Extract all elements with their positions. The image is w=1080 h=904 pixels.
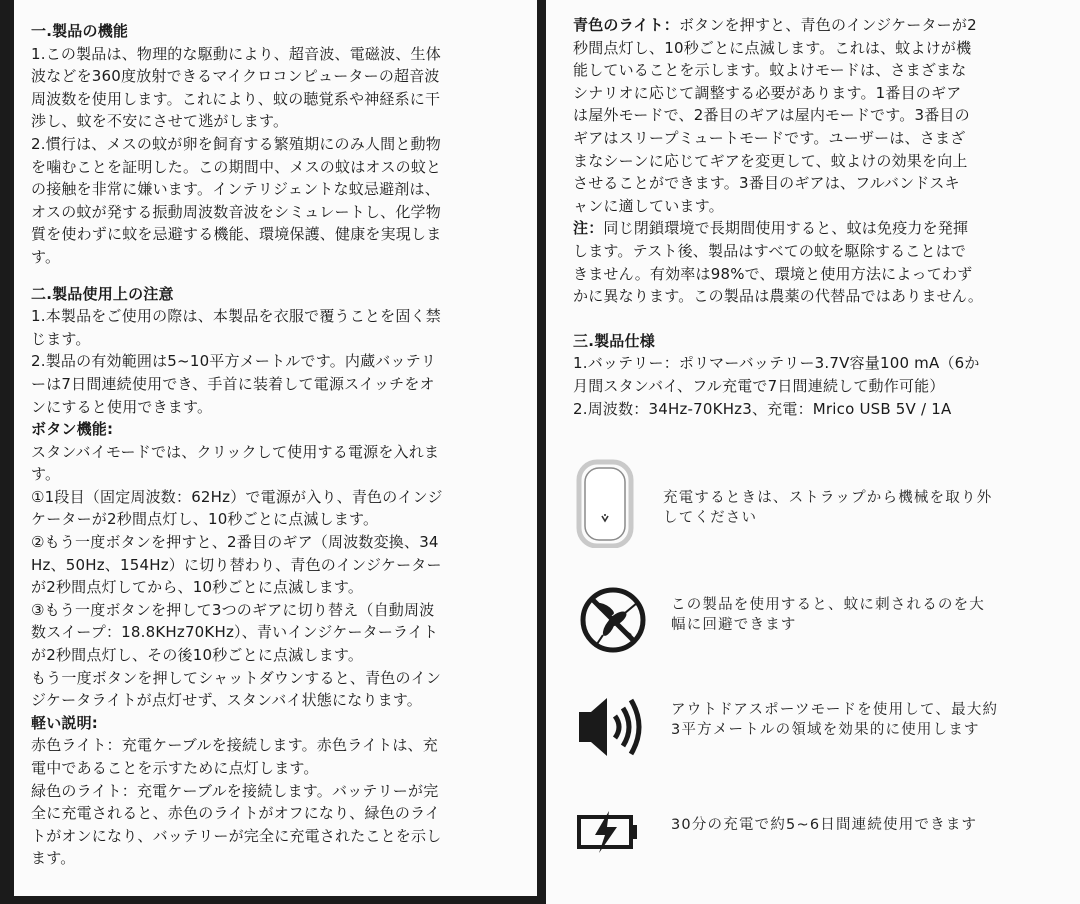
left-column [31,20,527,870]
section-3-title: 三.製品仕様 [573,331,655,350]
section-1-title: 一.製品の機能 [31,22,129,40]
right-column [573,14,1059,420]
blue-light-text: ボタンを押すと、青色のインジケーターが2 秒間点灯し、10秒ごとに点滅します。これは、蚊よけが機 能していることを示します。蚊よけモードは、さまざまな シナリオに応じて調整する必要があります。1番目のギア は屋外モードで、2番目のギアは屋内モードです。3番目の ギアはスリープミュートモードです。ユーザーは、さまざ まなシーンに応じてギアを変更して、蚊よけの効果を向上 させることができます。3番目のギアは、フルバンドスキ ャンに適しています。 [573,16,977,215]
feature-text-avoid-bites: この製品を使用すると、蚊に刺されるのを大 幅に回避できます [671,597,985,633]
spec-frequency: 2.周波数：34Hz-70KHz3、充電：Mrico USB 5V / 1A [573,399,952,418]
section-2-paragraph-1: 1.本製品をご使用の際は、本製品を衣服で覆うことを固く禁 じます。 [31,307,441,348]
section-1-paragraph-1: 1.この製品は、物理的な駆動により、超音波、電磁波、生体 波などを360度放射できるマイクロコンピューターの超音波 周波数を使用します。これにより、蚊の聴覚系や神経系に干 渉し、蚊を不安にさせて逃がします。 [31,44,441,131]
light-description-title: 軽い説明: [31,713,98,732]
feature-row-avoid-bites [573,575,1063,665]
feature-text-charging: 30分の充電で約5~6日間連続使用できます [671,817,978,833]
button-function-intro: スタンバイモードでは、クリックして使用する電源を入れま す。 [31,442,440,484]
left-page [14,0,537,896]
feature-row-charging [573,795,1063,885]
right-page [546,0,1080,904]
note-label: 注： [573,219,604,238]
section-2-paragraph-2: 2.製品の有効範囲は5~10平方メートルです。内蔵バッテリ ーは7日間連続使用でき、手首に装着して電源スイッチをオ ンにすると使用できます。 [31,352,437,416]
note-text: 同じ閉鎖環境で長期間使用すると、蚊は免疫力を発揮 します。テスト後、製品はすべての蚊を駆除することはで きません。有効率は98%で、環境と使用方法によってわず かに異なります。この製品は農薬の代替品ではありません。 [573,219,984,306]
no-mosquito-icon [573,575,653,665]
battery-charging-icon [573,795,653,885]
button-function-step-3: ③もう一度ボタンを押して3つのギアに切り替え（自動周波 数スイープ：18.8KHz70KHz）、青いインジケーターライト が2秒間点灯し、その後10秒ごとに点滅します。 [31,600,439,665]
feature-text-remove-strap: 充電するときは、ストラップから機械を取り外 してください [663,490,993,526]
feature-row-remove-strap [573,458,1063,548]
button-function-step-2: ②もう一度ボタンを押すと、2番目のギア（周波数変換、34 Hz、50Hz、154Hz）に切り替わり、青色のインジケーター が2秒間点灯してから、10秒ごとに点滅します。 [31,533,442,597]
section-1-paragraph-2: 2.慣行は、メスの蚊が卵を飼育する繁殖期にのみ人間と動物 を噛むことを証明した。この期間中、メスの蚊はオスの蚊と の接触を非常に嫌います。インテリジェントな蚊忌避剤は、 オスの蚊が発する振動周波数音波をシミュレートし、化学物 質を使わずに蚊を忌避する機能、環境保護、健康を実現しま す。 [31,134,442,266]
button-function-title: ボタン機能: [31,420,114,439]
note-paragraph [573,217,1059,307]
blue-light-paragraph [573,14,1059,217]
spec-battery: 1.バッテリー：ポリマーバッテリー3.7V容量100 mA（6か 月間スタンバイ、フル充電で7日間連続して動作可能） [573,354,980,395]
button-function-shutdown: もう一度ボタンを押してシャットダウンすると、青色のイン ジケータライトが点灯せず、スタンバイ状態になります。 [31,668,442,710]
feature-text-outdoor-mode: アウトドアスポーツモードを使用して、最大約 3平方メートルの領域を効果的に使用します [671,702,999,738]
blue-light-label: 青色のライト： [573,16,679,34]
red-light-description: 赤色ライト：充電ケーブルを接続します。赤色ライトは、充 電中であることを示すために点灯します。 [31,736,438,777]
feature-row-outdoor-mode [573,682,1063,772]
green-light-description: 緑色のライト：充電ケーブルを接続します。バッテリーが完 全に充電されると、赤色のライトがオフになり、緑色のライ トがオンになり、バッテリーが完全に充電されたことを示し ます。 [31,781,442,868]
button-function-step-1: ①1段目（固定周波数：62Hz）で電源が入り、青色のインジ ケーターが2秒間点灯し、10秒ごとに点滅します。 [31,487,443,529]
device-icon [573,458,653,548]
section-2-title: 二.製品使用上の注意 [31,284,174,303]
speaker-icon [573,682,653,772]
